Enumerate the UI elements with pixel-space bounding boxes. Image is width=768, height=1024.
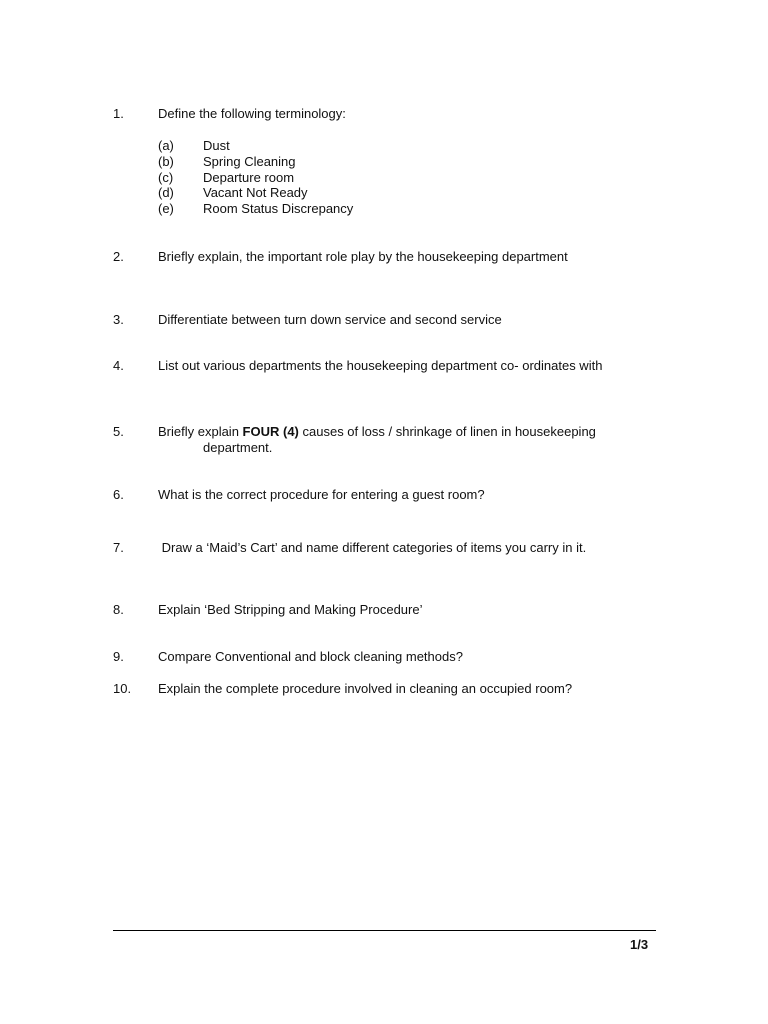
subitem-text: Room Status Discrepancy (203, 201, 354, 216)
question-text: Draw a ‘Maid’s Cart’ and name different categories of items you carry in it. (158, 540, 587, 555)
question-text-emphasis: FOUR (4) (242, 424, 299, 439)
question-text: Explain ‘Bed Stripping and Making Procedure’ (158, 602, 423, 617)
question-number: 5. (113, 424, 124, 439)
question-number: 2. (113, 249, 124, 264)
question-text: Explain the complete procedure involved in cleaning an occupied room? (158, 681, 573, 696)
question-text: Define the following terminology: (158, 106, 346, 121)
subitem-label: (e) (158, 201, 174, 216)
question-number: 1. (113, 106, 124, 121)
question-text-post: causes of loss / shrinkage of linen in housekeeping (298, 424, 596, 439)
question-number: 8. (113, 602, 124, 617)
subitem-text: Vacant Not Ready (203, 185, 308, 200)
subitem-label: (b) (158, 154, 174, 169)
question-number: 6. (113, 487, 124, 502)
question-text-continuation: department. (203, 440, 273, 455)
subitem-label: (d) (158, 185, 174, 200)
question-number: 10. (113, 681, 132, 696)
question-text: Compare Conventional and block cleaning methods? (158, 649, 463, 664)
subitem-label: (a) (158, 138, 174, 153)
question-text: List out various departments the housekeeping department co- ordinates with (158, 358, 603, 373)
subitem-text: Dust (203, 138, 230, 153)
subitem-text: Departure room (203, 170, 295, 185)
question-number: 7. (113, 540, 124, 555)
question-text: What is the correct procedure for entering a guest room? (158, 487, 485, 502)
subitem-text: Spring Cleaning (203, 154, 296, 169)
question-number: 3. (113, 312, 124, 327)
question-number: 9. (113, 649, 124, 664)
subitem-label: (c) (158, 170, 174, 185)
question-text-pre: Briefly explain (158, 424, 243, 439)
footer-divider (113, 930, 656, 931)
question-text: Differentiate between turn down service and second service (158, 312, 502, 327)
question-text: Briefly explain, the important role play by the housekeeping department (158, 249, 568, 264)
question-text (158, 424, 596, 439)
question-number: 4. (113, 358, 124, 373)
page-number: 1/3 (630, 937, 649, 952)
